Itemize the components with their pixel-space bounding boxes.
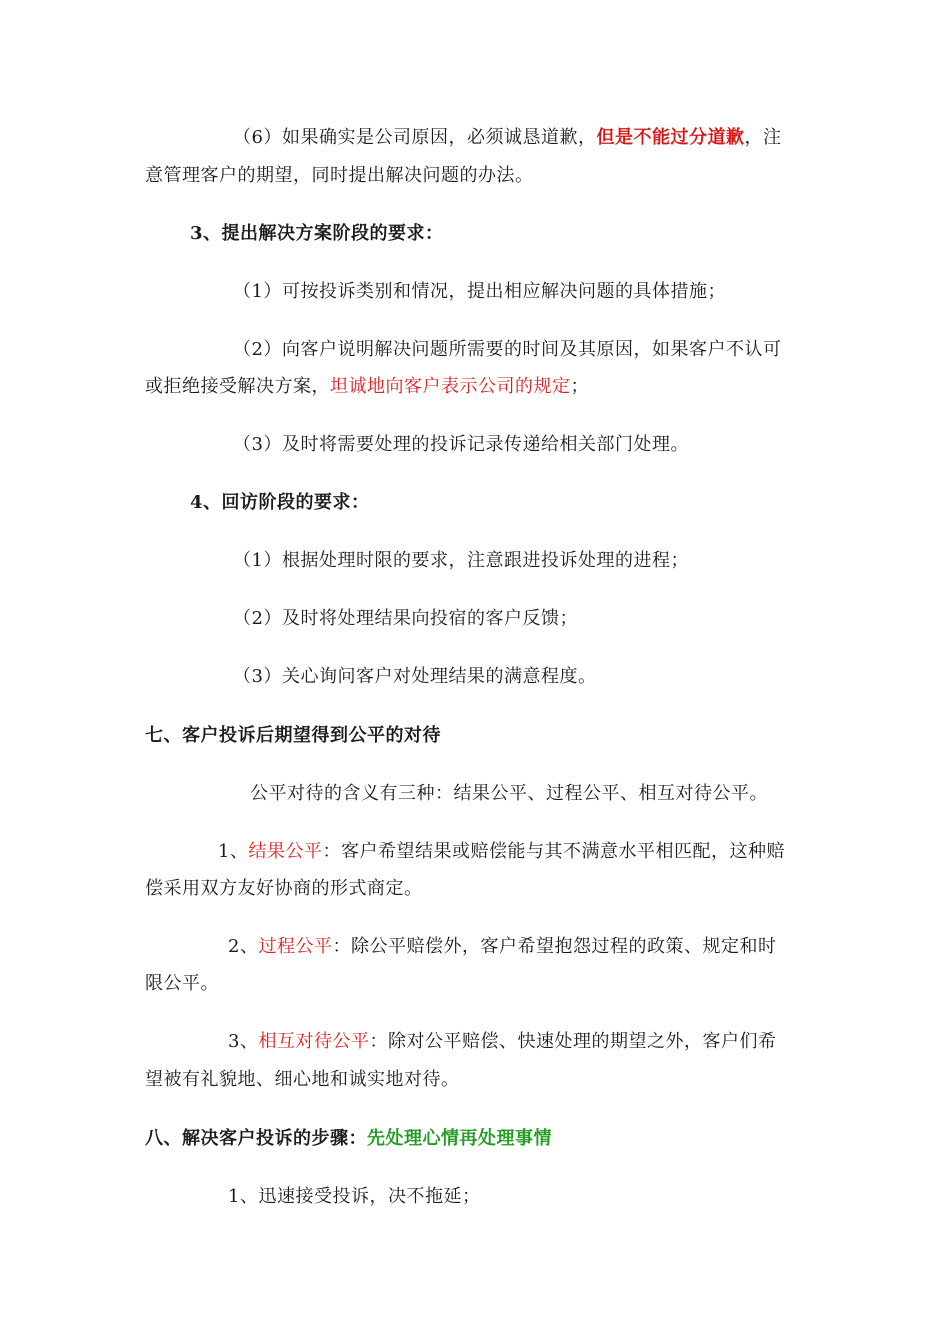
emphasis-text: 结果公平 xyxy=(248,841,323,862)
fair-2-line1 xyxy=(228,935,776,959)
item-number: 3、 xyxy=(228,1031,259,1052)
text-span: （6）如果确实是公司原因，必须诚恳道歉， xyxy=(233,127,597,148)
section-heading-3: 3、提出解决方案阶段的要求： xyxy=(190,223,444,244)
emphasis-text: 先处理心情再处理事情 xyxy=(367,1128,552,1149)
fair-2-line2: 限公平。 xyxy=(145,973,219,994)
text-span: ； xyxy=(570,376,589,397)
fair-1-line2: 偿采用双方友好协商的形式商定。 xyxy=(145,878,423,899)
item-3-2-line1: （2）向客户说明解决问题所需要的时间及其原因，如果客户不认可 xyxy=(233,339,782,360)
emphasis-text: 相互对待公平 xyxy=(258,1031,370,1052)
text-span: ：除公平赔偿外，客户希望抱怨过程的政策、规定和时 xyxy=(332,936,777,957)
emphasis-text: 坦诚地向客户表示公司的规定 xyxy=(330,376,571,397)
paragraph-6-line1 xyxy=(233,126,781,150)
step-1: 1、迅速接受投诉，决不拖延； xyxy=(228,1186,481,1207)
fair-3-line2: 望被有礼貌地、细心地和诚实地对待。 xyxy=(145,1069,460,1090)
emphasis-text: 但是不能过分道歉 xyxy=(596,127,745,148)
item-3-2-line2 xyxy=(145,375,589,399)
paragraph-6-line2: 意管理客户的期望，同时提出解决问题的办法。 xyxy=(145,165,534,186)
item-number: 1、 xyxy=(218,841,249,862)
fair-intro: 公平对待的含义有三种：结果公平、过程公平、相互对待公平。 xyxy=(250,783,768,804)
item-4-3: （3）关心询问客户对处理结果的满意程度。 xyxy=(233,666,597,687)
item-4-2: （2）及时将处理结果向投宿的客户反馈； xyxy=(233,608,578,629)
item-3-3: （3）及时将需要处理的投诉记录传递给相关部门处理。 xyxy=(233,434,689,455)
item-3-1: （1）可按投诉类别和情况，提出相应解决问题的具体措施； xyxy=(233,281,726,302)
fair-1-line1 xyxy=(218,840,785,864)
section-heading-4: 4、回访阶段的要求： xyxy=(190,492,370,513)
chapter-heading-8 xyxy=(145,1127,552,1151)
item-4-1: （1）根据处理时限的要求，注意跟进投诉处理的进程； xyxy=(233,550,689,571)
text-span: 或拒绝接受解决方案， xyxy=(145,376,330,397)
text-span: ：客户希望结果或赔偿能与其不满意水平相匹配，这种赔 xyxy=(322,841,785,862)
emphasis-text: 过程公平 xyxy=(258,936,333,957)
text-span: ：除对公平赔偿、快速处理的期望之外，客户们希 xyxy=(369,1031,777,1052)
fair-3-line1 xyxy=(228,1030,776,1054)
chapter-heading-7: 七、客户投诉后期望得到公平的对待 xyxy=(145,725,441,746)
text-span: ，注 xyxy=(744,127,782,148)
item-number: 2、 xyxy=(228,936,259,957)
heading-text: 八、解决客户投诉的步骤： xyxy=(145,1128,367,1149)
